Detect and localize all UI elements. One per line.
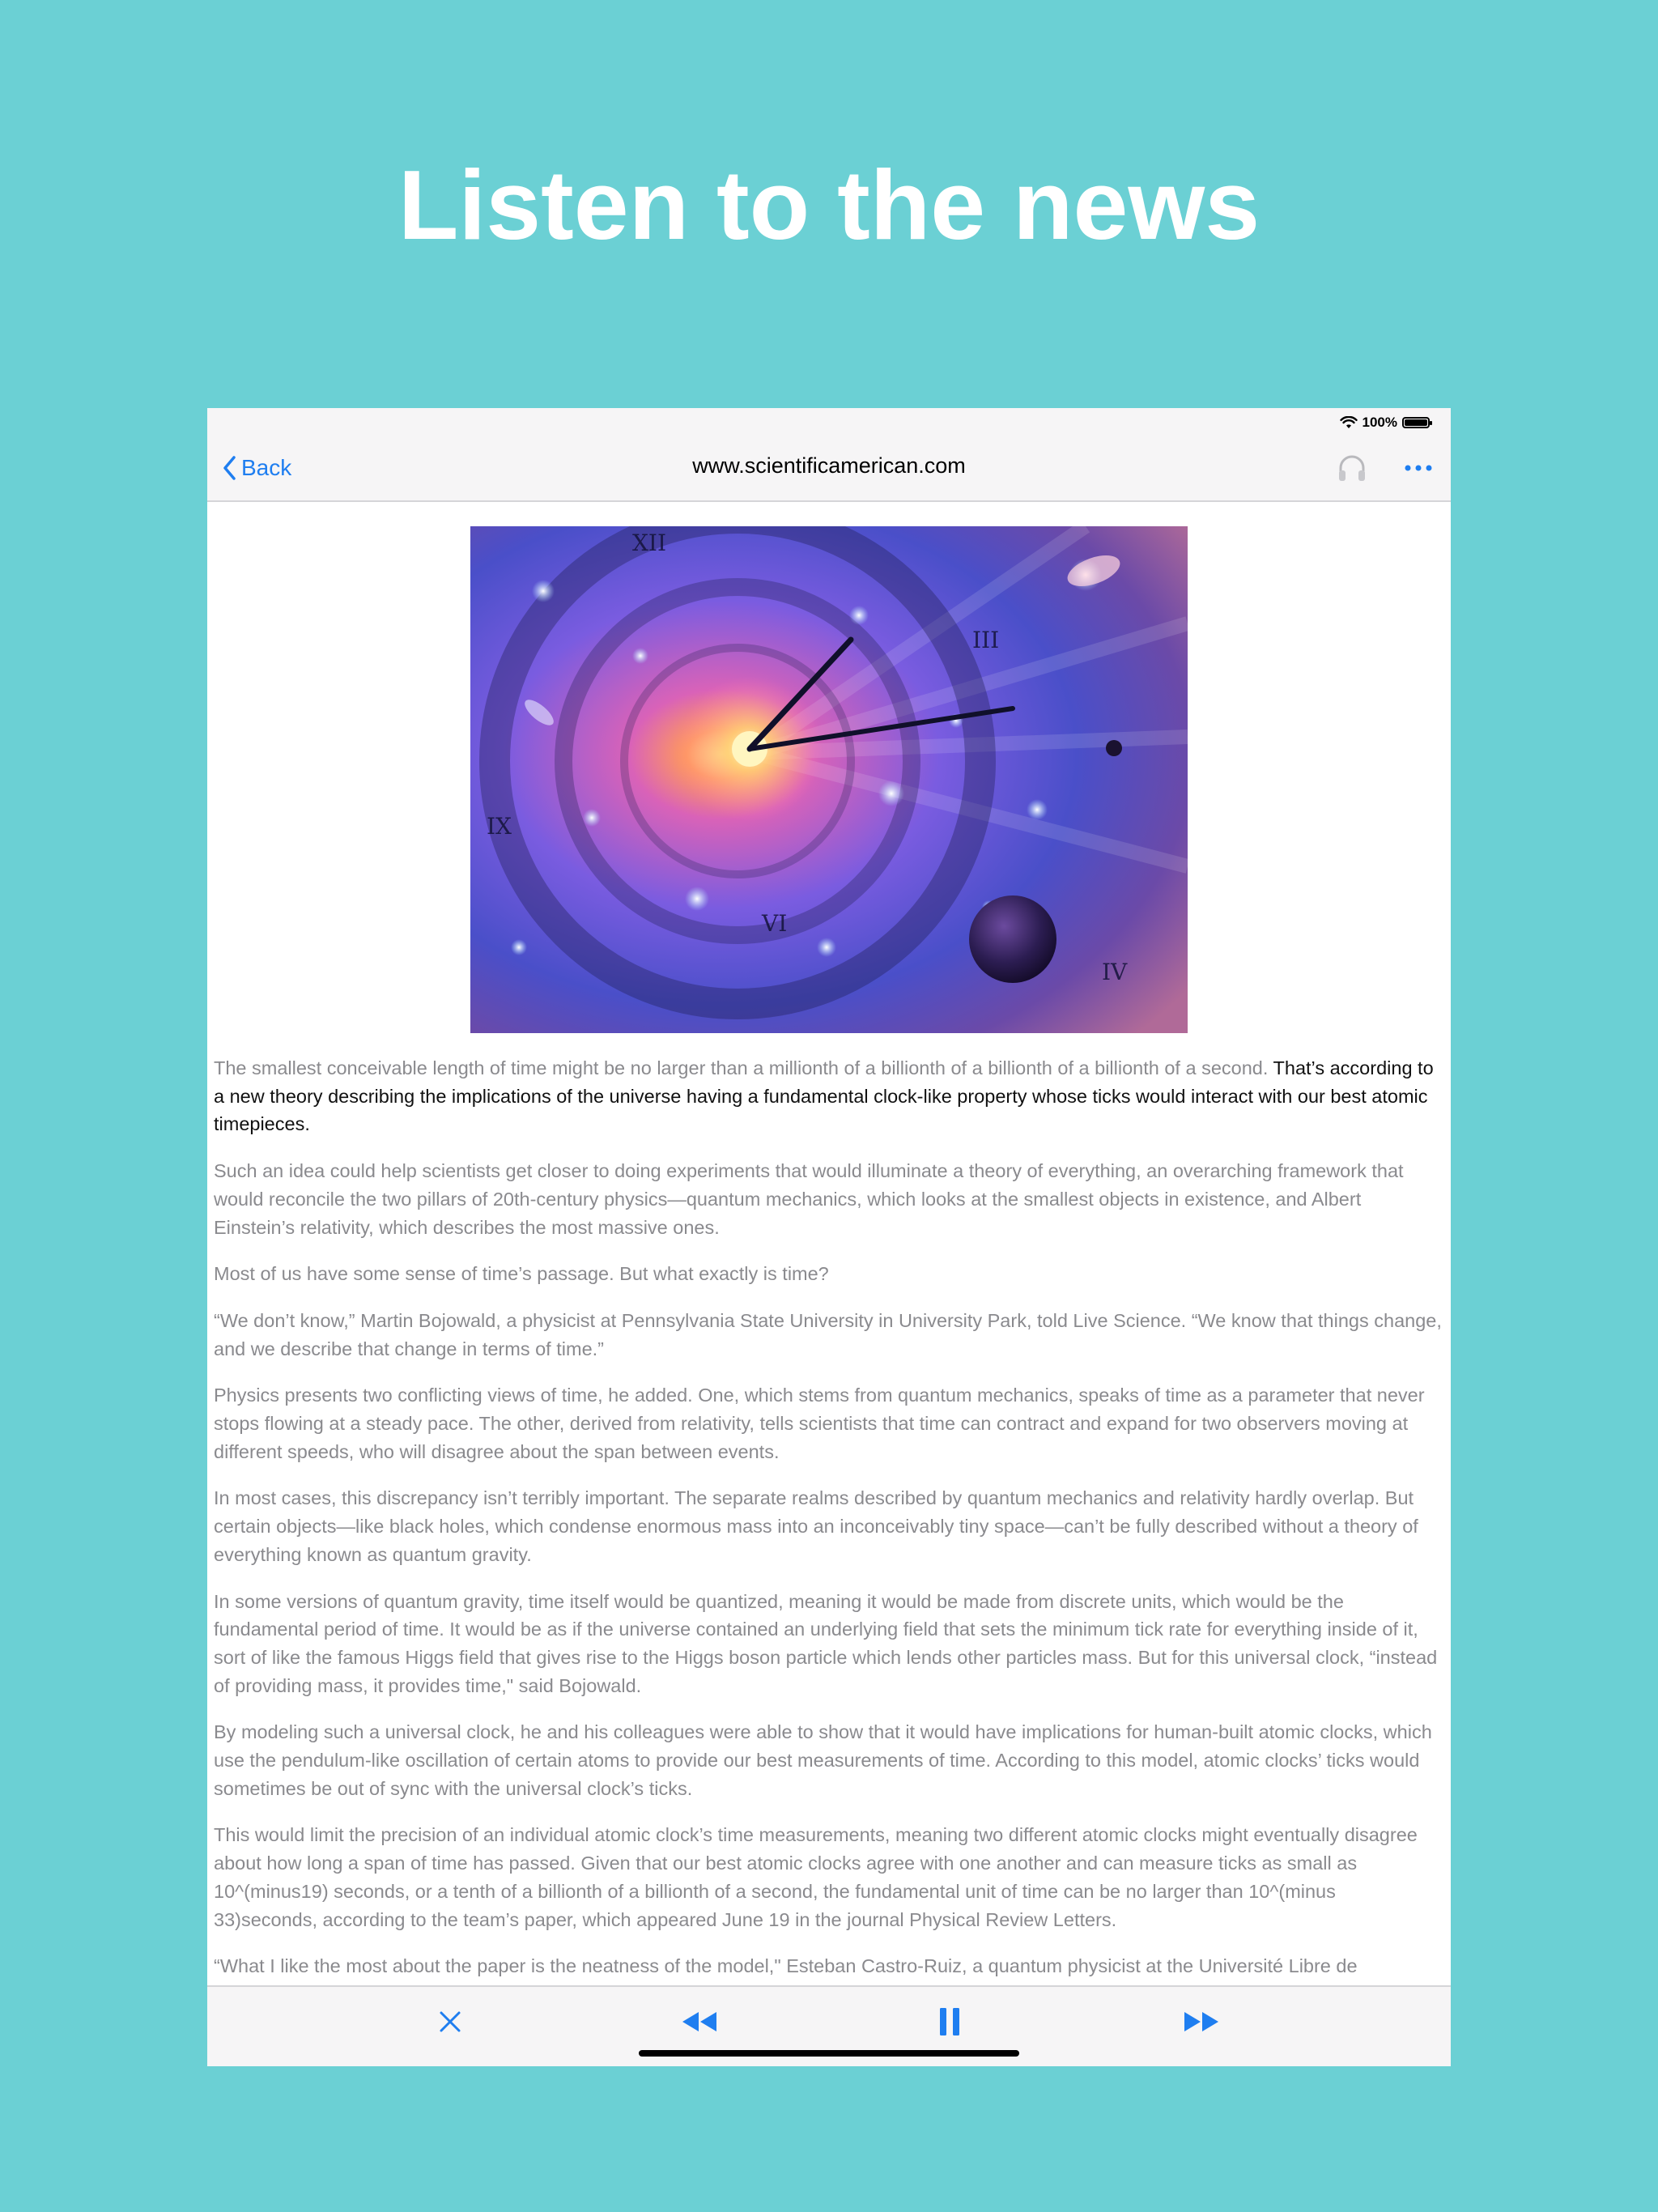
svg-text:III: III [972,627,1000,653]
promo-headline: Listen to the news [397,150,1261,260]
highlighted-text: That’s according to a new theory describing the implications of the universe having a fundamental clock-like property whose ticks would interact with our best atomic timepieces. [214,1057,1434,1135]
fast-forward-icon [1183,2010,1220,2033]
status-indicators [1340,413,1430,432]
fast-forward-button[interactable] [1181,2001,1222,2042]
article-body [214,1054,1444,1985]
cosmic-clock-illustration [470,526,1188,1033]
pause-button[interactable] [929,2001,970,2042]
svg-text:XII: XII [632,530,667,556]
back-label: Back [241,455,292,480]
lead-text: The smallest conceivable length of time might be no larger than a millionth of a billionth of a billionth of a billionth of a second. [214,1057,1269,1078]
status-bar [207,408,1451,437]
article-paragraph: Most of us have some sense of time’s passage. But what exactly is time? [214,1263,829,1285]
svg-text:IV: IV [1102,959,1128,985]
navigation-bar [207,437,1451,502]
svg-text:VI: VI [762,910,788,937]
article-paragraph: “We don’t know,” Martin Bojowald, a physicist at Pennsylvania State University in University Park, told Live Science. “We know that things change, and we describe that change in terms of time.” [214,1309,1442,1359]
page-title: www.scientificamerican.com [692,453,966,478]
article-paragraph: “What I like the most about the paper is the neatness of the model," Esteban Castro-Ruiz, a quantum physicist at the Université Libre de [214,1955,1358,1977]
close-button[interactable] [430,2001,470,2042]
article-paragraph [214,1054,1444,1138]
close-icon [439,2010,461,2033]
home-indicator[interactable] [639,2050,1019,2057]
article-paragraph: By modeling such a universal clock, he and his colleagues were able to show that it would have implications for human-built atomic clocks, which use the pendulum-like oscillation of certain atoms to provide our best measurements of time. According to this model, atomic clocks’ ticks would sometimes be out of sync with the universal clock’s ticks. [214,1721,1432,1799]
article-hero-image [470,526,1188,1033]
device-screen [207,408,1451,2066]
svg-text:IX: IX [487,813,512,840]
article-paragraph: Such an idea could help scientists get closer to doing experiments that would illuminate a theory of everything, an overarching framework that would reconcile the two pillars of 20th-century physics—quantum mechanics, which looks at the smallest objects in existence, and Albert Einstein’s relativity, which describes the most massive ones. [214,1160,1404,1238]
headphones-icon[interactable] [1336,452,1368,484]
pause-icon [938,2006,961,2037]
article-content[interactable] [207,502,1451,1985]
battery-level [1405,419,1427,426]
battery-percentage: 100% [1362,415,1397,430]
more-dots-icon[interactable] [1404,463,1433,473]
battery-icon [1402,417,1430,428]
article-paragraph: This would limit the precision of an individual atomic clock’s time measurements, meaning two different atomic clocks might eventually disagree about how long a span of time has passed. Given that our best atomic clocks agree with one another and can measure ticks as small as 10^(minus19) seconds, or a tenth of a billionth of a billionth of a second, the fundamental unit of time can be no larger than 10^(minus 33)seconds, according to the team’s paper, which appeared June 19 in the journal Physical Review Letters. [214,1824,1418,1930]
wifi-icon [1340,416,1358,429]
article-paragraph: Physics presents two conflicting views of time, he added. One, which stems from quantum mechanics, speaks of time as a parameter that never stops flowing at a steady pace. The other, derived from relativity, tells scientists that time can contract and expand for two observers moving at different speeds, who will disagree about the span between events. [214,1385,1425,1462]
article-paragraph: In some versions of quantum gravity, time itself would be quantized, meaning it would be made from discrete units, which would be the fundamental period of time. It would be as if the universe contained an underlying field that sets the minimum tick rate for everything inside of it, sort of like the famous Higgs field that gives rise to the Higgs boson particle which lends other particles mass. But for this universal clock, “instead of providing mass, it provides time," said Bojowald. [214,1590,1438,1696]
article-paragraph: In most cases, this discrepancy isn’t terribly important. The separate realms described by quantum mechanics and relativity hardly overlap. But certain objects—like black holes, which condense enormous mass into an inconceivably tiny space—can’t be fully described without a theory of everything known as quantum gravity. [214,1487,1418,1565]
nav-actions [1336,452,1433,484]
rewind-button[interactable] [679,2001,720,2042]
rewind-icon [681,2010,718,2033]
